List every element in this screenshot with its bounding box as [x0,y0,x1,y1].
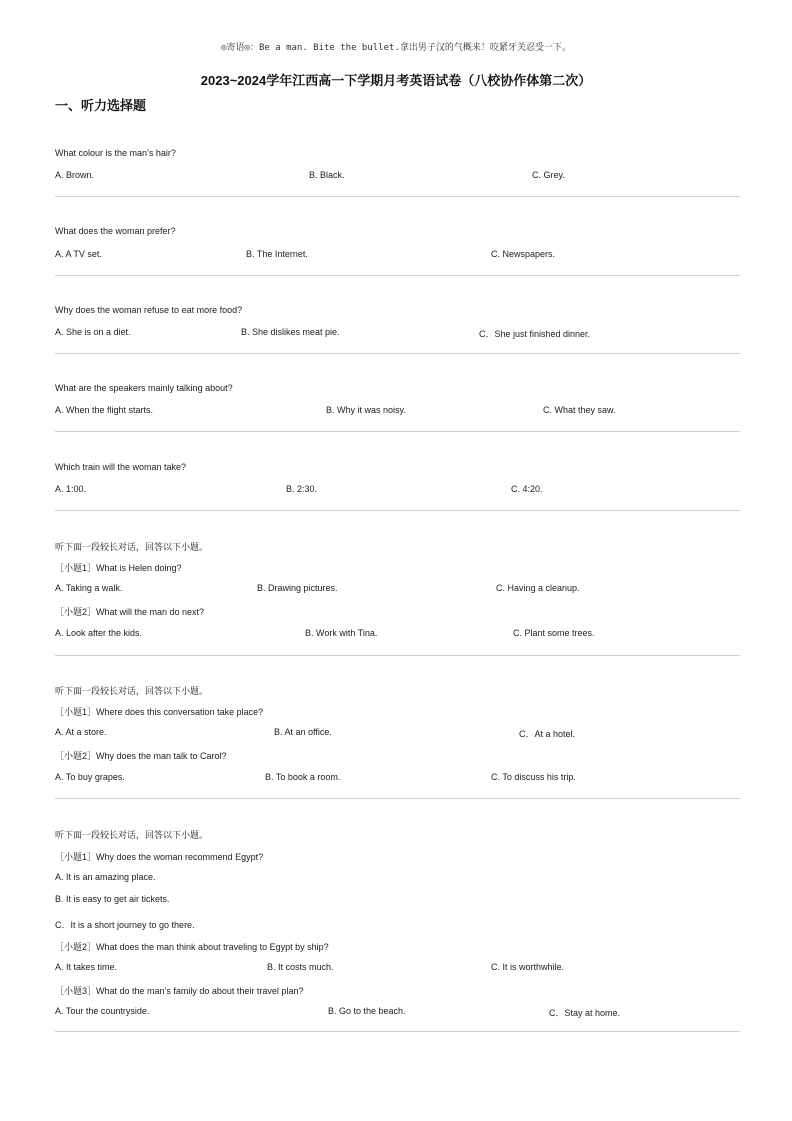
question-4-option-a[interactable]: A. When the flight starts. [55,405,154,415]
divider [55,196,740,197]
group-2-sub-2-stem: ［小题2］Why does the man talk to Carol? [55,751,227,761]
group-3-sub-1-option-b[interactable]: B. It is easy to get air tickets. [55,894,170,904]
divider [55,510,740,511]
header-motto: ◎寄语◎：Be a man. Bite the bullet.拿出男子汉的气概来！咬紧牙关忍受一下。 [221,43,571,53]
group-1-sub-2-stem: ［小题2］What will the man do next? [55,607,205,617]
exam-title: 2023~2024学年江西高一下学期月考英语试卷（八校协作体第二次） [200,73,592,88]
group-3-intro: 听下面一段较长对话，回答以下小题。 [55,830,209,840]
question-4-option-b[interactable]: B. Why it was noisy. [326,405,406,415]
question-1-option-c[interactable]: C. Grey. [532,170,565,180]
group-2-sub-2-option-a[interactable]: A. To buy grapes. [55,772,125,782]
section-title: 一、听力选择题 [55,98,147,113]
group-3-sub-2-option-a[interactable]: A. It takes time. [55,962,118,972]
divider [55,655,740,656]
divider [55,275,740,276]
group-1-sub-1-option-b[interactable]: B. Drawing pictures. [257,583,338,593]
question-5-option-a[interactable]: A. 1:00. [55,484,87,494]
group-3-sub-3-stem: ［小题3］What do the man’s family do about their travel plan? [55,986,304,996]
question-1-option-b[interactable]: B. Black. [309,170,345,180]
group-1-sub-1-option-a[interactable]: A. Taking a walk. [55,583,123,593]
divider [55,353,740,354]
group-1-intro: 听下面一段较长对话，回答以下小题。 [55,542,209,552]
group-3-sub-3-option-b[interactable]: B. Go to the beach. [328,1006,406,1016]
group-3-sub-2-option-c[interactable]: C. It is worthwhile. [491,962,565,972]
question-2-option-b[interactable]: B. The Internet. [246,249,308,259]
group-1-sub-2-option-a[interactable]: A. Look after the kids. [55,628,143,638]
group-2-sub-2-option-c[interactable]: C. To discuss his trip. [491,772,576,782]
group-3-sub-3-option-c[interactable]: C．Stay at home. [549,1008,621,1018]
question-2-option-a[interactable]: A. A TV set. [55,249,102,259]
question-4-option-c[interactable]: C. What they saw. [543,405,616,415]
group-3-sub-1-option-c[interactable]: C．It is a short journey to go there. [55,920,195,930]
group-1-sub-1-stem: ［小题1］What is Helen doing? [55,563,182,573]
divider [55,431,740,432]
question-5-option-c[interactable]: C. 4:20. [511,484,543,494]
question-2-option-c[interactable]: C. Newspapers. [491,249,556,259]
question-1-option-a[interactable]: A. Brown. [55,170,95,180]
group-3-sub-1-stem: ［小题1］Why does the woman recommend Egypt? [55,852,264,862]
group-3-sub-3-option-a[interactable]: A. Tour the countryside. [55,1006,150,1016]
question-3-stem: Why does the woman refuse to eat more food? [55,305,243,315]
question-3-option-b[interactable]: B. She dislikes meat pie. [241,327,340,337]
divider [55,1031,740,1032]
group-3-sub-2-option-b[interactable]: B. It costs much. [267,962,334,972]
question-1-stem: What colour is the man’s hair? [55,148,176,158]
group-3-sub-2-stem: ［小题2］What does the man think about traveling to Egypt by ship? [55,942,329,952]
question-3-option-a[interactable]: A. She is on a diet. [55,327,131,337]
group-2-sub-1-stem: ［小题1］Where does this conversation take place? [55,707,264,717]
question-5-stem: Which train will the woman take? [55,462,187,472]
question-3-option-c[interactable]: C．She just finished dinner. [479,329,591,339]
group-1-sub-2-option-c[interactable]: C. Plant some trees. [513,628,595,638]
group-2-intro: 听下面一段较长对话，回答以下小题。 [55,686,209,696]
group-1-sub-2-option-b[interactable]: B. Work with Tina. [305,628,378,638]
group-2-sub-1-option-a[interactable]: A. At a store. [55,727,107,737]
question-2-stem: What does the woman prefer? [55,226,176,236]
question-4-stem: What are the speakers mainly talking about? [55,383,233,393]
group-3-sub-1-option-a[interactable]: A. It is an amazing place. [55,872,156,882]
group-2-sub-2-option-b[interactable]: B. To book a room. [265,772,341,782]
group-2-sub-1-option-c[interactable]: C．At a hotel. [519,729,576,739]
divider [55,798,740,799]
question-5-option-b[interactable]: B. 2:30. [286,484,318,494]
group-1-sub-1-option-c[interactable]: C. Having a cleanup. [496,583,580,593]
group-2-sub-1-option-b[interactable]: B. At an office. [274,727,332,737]
